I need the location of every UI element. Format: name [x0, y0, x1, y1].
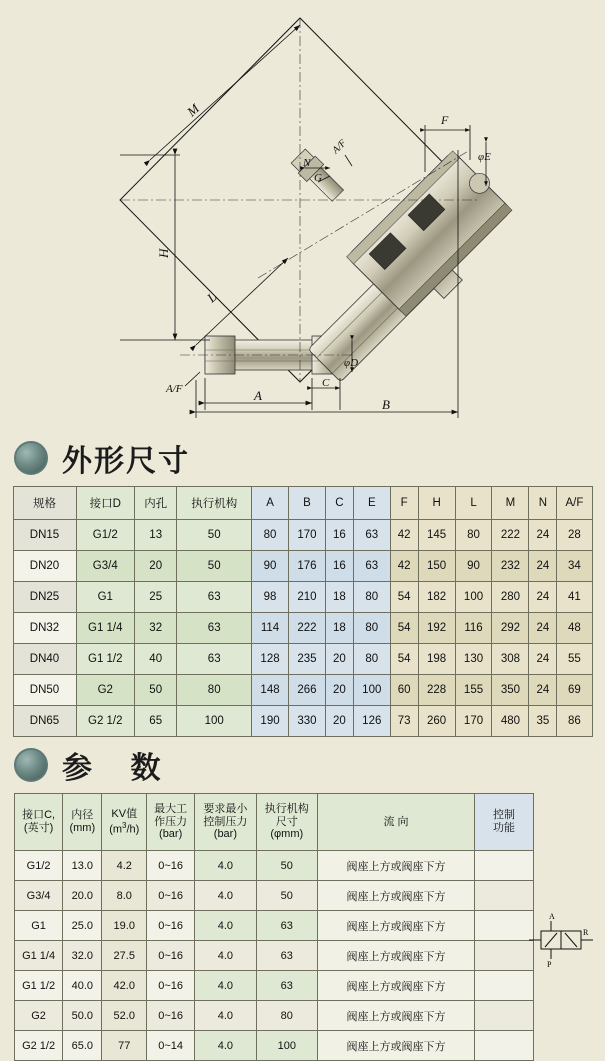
table-cell: 155: [455, 675, 492, 706]
table-cell: 114: [252, 613, 289, 644]
table-cell: 0~16: [147, 941, 195, 971]
table-cell: 73: [390, 706, 418, 737]
table-cell: 24: [529, 551, 557, 582]
table-cell: 65: [135, 706, 177, 737]
table-cell: G1 1/4: [76, 613, 135, 644]
pneumatic-symbol-icon: [523, 911, 599, 971]
table-cell: 266: [288, 675, 325, 706]
table-cell: 130: [455, 644, 492, 675]
table-cell: 128: [252, 644, 289, 675]
table-cell: 18: [325, 613, 353, 644]
table-cell: 20: [135, 551, 177, 582]
table-cell: 54: [390, 644, 418, 675]
table-cell: 69: [557, 675, 592, 706]
bullet-icon-2: [14, 748, 48, 782]
table-cell: 24: [529, 644, 557, 675]
col-header-af: A/F: [557, 487, 592, 520]
table-cell: 235: [288, 644, 325, 675]
table-cell: 63: [256, 911, 317, 941]
table-cell: 63: [177, 644, 252, 675]
hdr-line-kv-unit: $(m^3/h)$: [109, 820, 140, 836]
table-cell: 50: [177, 551, 252, 582]
parameters-title: 参 数: [62, 751, 175, 786]
table-cell: G1: [76, 582, 135, 613]
table-cell: 100: [256, 1031, 317, 1061]
table-cell: 232: [492, 551, 529, 582]
table-cell: 0~16: [147, 1001, 195, 1031]
table-cell: 280: [492, 582, 529, 613]
table-row: [15, 881, 534, 911]
table-cell: 260: [418, 706, 455, 737]
table-cell: 50: [135, 675, 177, 706]
col-header-bore: 内孔: [135, 487, 177, 520]
table-cell: 42.0: [102, 971, 147, 1001]
table-cell: G1 1/2: [15, 971, 63, 1001]
table-cell: 54: [390, 613, 418, 644]
label-G: G: [314, 172, 322, 184]
table-cell: DN20: [13, 551, 76, 582]
table-cell: G1: [15, 911, 63, 941]
col-header-c: C: [325, 487, 353, 520]
table-cell: 阀座上方或阀座下方: [318, 1001, 475, 1031]
table-cell: 25.0: [63, 911, 102, 941]
table-cell: 32: [135, 613, 177, 644]
control-function-cell: [475, 971, 534, 1001]
table-cell: 50.0: [63, 1001, 102, 1031]
table-cell: DN32: [13, 613, 76, 644]
table-cell: 20: [325, 706, 353, 737]
col-header-l: L: [455, 487, 492, 520]
symbol-label-A: A: [549, 912, 555, 921]
table-cell: 86: [557, 706, 592, 737]
table-row: [15, 971, 534, 1001]
table-cell: 28: [557, 520, 592, 551]
table-cell: 0~16: [147, 851, 195, 881]
table-row: [13, 582, 592, 613]
hdr-line: (英寸): [23, 822, 54, 834]
table-cell: 20: [325, 644, 353, 675]
parameters-section-header: [0, 737, 605, 789]
table-cell: 80: [353, 582, 390, 613]
table-cell: 80: [252, 520, 289, 551]
hdr-line: (mm): [69, 822, 96, 834]
hdr-line: KV值: [111, 808, 138, 821]
table-cell: 阀座上方或阀座下方: [318, 971, 475, 1001]
table-row: [13, 613, 592, 644]
col-header-port-c: [15, 794, 63, 851]
table-cell: 170: [288, 520, 325, 551]
control-function-cell: [475, 1031, 534, 1061]
table-cell: G1 1/4: [15, 941, 63, 971]
col-header-e: E: [353, 487, 390, 520]
table-cell: 308: [492, 644, 529, 675]
table-cell: 222: [288, 613, 325, 644]
table-cell: G2 1/2: [15, 1031, 63, 1061]
table-cell: 198: [418, 644, 455, 675]
table-cell: 0~16: [147, 971, 195, 1001]
table-cell: 63: [256, 971, 317, 1001]
table-cell: 90: [252, 551, 289, 582]
parameters-table: [14, 793, 534, 1061]
table-cell: 20: [325, 675, 353, 706]
table-cell: 63: [256, 941, 317, 971]
table-header-row: [13, 487, 592, 520]
table-cell: 4.0: [195, 851, 256, 881]
col-header-b: B: [288, 487, 325, 520]
valve-technical-drawing: [0, 0, 605, 430]
table-cell: 330: [288, 706, 325, 737]
table-cell: 42: [390, 551, 418, 582]
symbol-label-P: P: [547, 960, 552, 969]
table-cell: DN40: [13, 644, 76, 675]
control-function-cell: [475, 1001, 534, 1031]
hdr-line: 控制压力: [203, 815, 248, 828]
col-header-a: A: [252, 487, 289, 520]
hdr-line: 作压力: [154, 815, 188, 828]
table-cell: 42: [390, 520, 418, 551]
table-cell: 100: [455, 582, 492, 613]
hdr-line: 尺寸: [275, 815, 298, 828]
table-cell: 4.0: [195, 971, 256, 1001]
symbol-label-R: R: [583, 928, 589, 937]
table-cell: 150: [418, 551, 455, 582]
table-cell: G1/2: [76, 520, 135, 551]
table-row: [15, 851, 534, 881]
table-cell: 18: [325, 582, 353, 613]
table-cell: 16: [325, 520, 353, 551]
label-C: C: [322, 377, 330, 389]
table-cell: 50: [177, 520, 252, 551]
table-cell: 24: [529, 613, 557, 644]
label-A: A: [254, 388, 262, 403]
table-cell: 8.0: [102, 881, 147, 911]
label-B: B: [382, 397, 390, 412]
table-cell: 16: [325, 551, 353, 582]
table-cell: 54: [390, 582, 418, 613]
table-cell: 4.0: [195, 881, 256, 911]
table-cell: 65.0: [63, 1031, 102, 1061]
table-cell: 48: [557, 613, 592, 644]
table-cell: 148: [252, 675, 289, 706]
table-cell: DN50: [13, 675, 76, 706]
hdr-line: 内径: [71, 809, 94, 822]
table-cell: 80: [177, 675, 252, 706]
col-header-actuator-size: [256, 794, 317, 851]
table-cell: 480: [492, 706, 529, 737]
table-cell: 182: [418, 582, 455, 613]
table-cell: 170: [455, 706, 492, 737]
label-AF-left: A/F: [166, 383, 183, 395]
table-cell: 0~14: [147, 1031, 195, 1061]
table-cell: 13: [135, 520, 177, 551]
label-M: M: [183, 100, 203, 120]
hdr-line: 控制: [493, 809, 515, 822]
table-row: [15, 911, 534, 941]
table-cell: 80: [353, 644, 390, 675]
table-cell: 34: [557, 551, 592, 582]
hdr-line: (bar): [213, 828, 238, 841]
col-header-m: M: [492, 487, 529, 520]
col-header-flow-direction: 流 向: [318, 794, 475, 851]
table-cell: 阀座上方或阀座下方: [318, 941, 475, 971]
table-cell: 阀座上方或阀座下方: [318, 1031, 475, 1061]
control-function-cell: [475, 851, 534, 881]
table-row: [15, 1031, 534, 1061]
table-cell: 24: [529, 675, 557, 706]
table-cell: G1 1/2: [76, 644, 135, 675]
control-function-cell: [475, 881, 534, 911]
table-cell: 40: [135, 644, 177, 675]
param-header-row: [15, 794, 534, 851]
table-cell: DN25: [13, 582, 76, 613]
table-cell: 4.0: [195, 1031, 256, 1061]
table-row: [13, 520, 592, 551]
hdr-line: 执行机构: [264, 803, 309, 816]
table-cell: 210: [288, 582, 325, 613]
table-cell: 25: [135, 582, 177, 613]
col-header-inner-dia: [63, 794, 102, 851]
table-cell: 228: [418, 675, 455, 706]
table-cell: 80: [256, 1001, 317, 1031]
table-cell: 77: [102, 1031, 147, 1061]
table-cell: 阀座上方或阀座下方: [318, 881, 475, 911]
table-cell: 阀座上方或阀座下方: [318, 911, 475, 941]
table-cell: 100: [353, 675, 390, 706]
table-cell: 100: [177, 706, 252, 737]
table-row: [15, 941, 534, 971]
table-cell: 4.0: [195, 1001, 256, 1031]
hdr-line: 最大工: [154, 803, 188, 816]
table-row: [13, 551, 592, 582]
table-cell: 0~16: [147, 881, 195, 911]
hdr-line: 功能: [493, 822, 515, 834]
hdr-line: (bar): [159, 828, 183, 841]
col-header-h: H: [418, 487, 455, 520]
table-row: [13, 644, 592, 675]
col-header-max-pressure: [147, 794, 195, 851]
table-cell: 52.0: [102, 1001, 147, 1031]
table-cell: 35: [529, 706, 557, 737]
col-header-control-function: [475, 794, 534, 851]
table-cell: G2 1/2: [76, 706, 135, 737]
table-cell: 阀座上方或阀座下方: [318, 851, 475, 881]
table-cell: 24: [529, 520, 557, 551]
col-header-min-control-pressure: [195, 794, 256, 851]
label-N: N: [303, 157, 311, 169]
table-cell: 63: [353, 551, 390, 582]
table-cell: 98: [252, 582, 289, 613]
col-header-spec: 规格: [13, 487, 76, 520]
col-header-port-d: 接口D: [76, 487, 135, 520]
table-cell: 55: [557, 644, 592, 675]
table-cell: 60: [390, 675, 418, 706]
table-cell: 126: [353, 706, 390, 737]
col-header-kv: [102, 794, 147, 851]
label-phiD: φD: [344, 357, 359, 369]
table-cell: 63: [177, 613, 252, 644]
table-cell: 222: [492, 520, 529, 551]
table-cell: DN15: [13, 520, 76, 551]
table-cell: 32.0: [63, 941, 102, 971]
table-cell: G2: [15, 1001, 63, 1031]
table-cell: 4.0: [195, 941, 256, 971]
dimensions-title: 外形尺寸: [62, 444, 190, 479]
table-row: [13, 706, 592, 737]
table-cell: 90: [455, 551, 492, 582]
table-cell: G1/2: [15, 851, 63, 881]
table-row: [13, 675, 592, 706]
table-cell: 27.5: [102, 941, 147, 971]
table-cell: 20.0: [63, 881, 102, 911]
table-cell: 176: [288, 551, 325, 582]
table-cell: 116: [455, 613, 492, 644]
col-header-actuator: 执行机构: [177, 487, 252, 520]
table-cell: 350: [492, 675, 529, 706]
dimensions-table: [13, 486, 593, 737]
dimensions-section-header: [0, 430, 605, 482]
table-cell: 292: [492, 613, 529, 644]
table-cell: 63: [353, 520, 390, 551]
label-H: H: [156, 248, 171, 258]
table-cell: 192: [418, 613, 455, 644]
table-cell: 190: [252, 706, 289, 737]
col-header-f: F: [390, 487, 418, 520]
table-cell: 145: [418, 520, 455, 551]
hdr-line: 接口C,: [22, 809, 56, 822]
label-AF-top: A/F: [330, 137, 349, 157]
table-cell: 4.2: [102, 851, 147, 881]
bullet-icon: [14, 441, 48, 475]
table-cell: 40.0: [63, 971, 102, 1001]
label-L: L: [203, 289, 220, 306]
label-F: F: [441, 113, 449, 127]
table-cell: 24: [529, 582, 557, 613]
hdr-line: (φmm): [270, 828, 304, 841]
table-cell: 19.0: [102, 911, 147, 941]
col-header-n: N: [529, 487, 557, 520]
hdr-line: 要求最小: [203, 803, 248, 816]
table-cell: 4.0: [195, 911, 256, 941]
table-row: [15, 1001, 534, 1031]
table-cell: 80: [455, 520, 492, 551]
table-cell: G3/4: [76, 551, 135, 582]
label-phiE: φE: [478, 151, 491, 163]
table-cell: 50: [256, 881, 317, 911]
table-cell: G2: [76, 675, 135, 706]
table-cell: DN65: [13, 706, 76, 737]
table-cell: G3/4: [15, 881, 63, 911]
table-cell: 50: [256, 851, 317, 881]
table-cell: 41: [557, 582, 592, 613]
table-cell: 0~16: [147, 911, 195, 941]
table-cell: 63: [177, 582, 252, 613]
table-cell: 13.0: [63, 851, 102, 881]
table-cell: 80: [353, 613, 390, 644]
